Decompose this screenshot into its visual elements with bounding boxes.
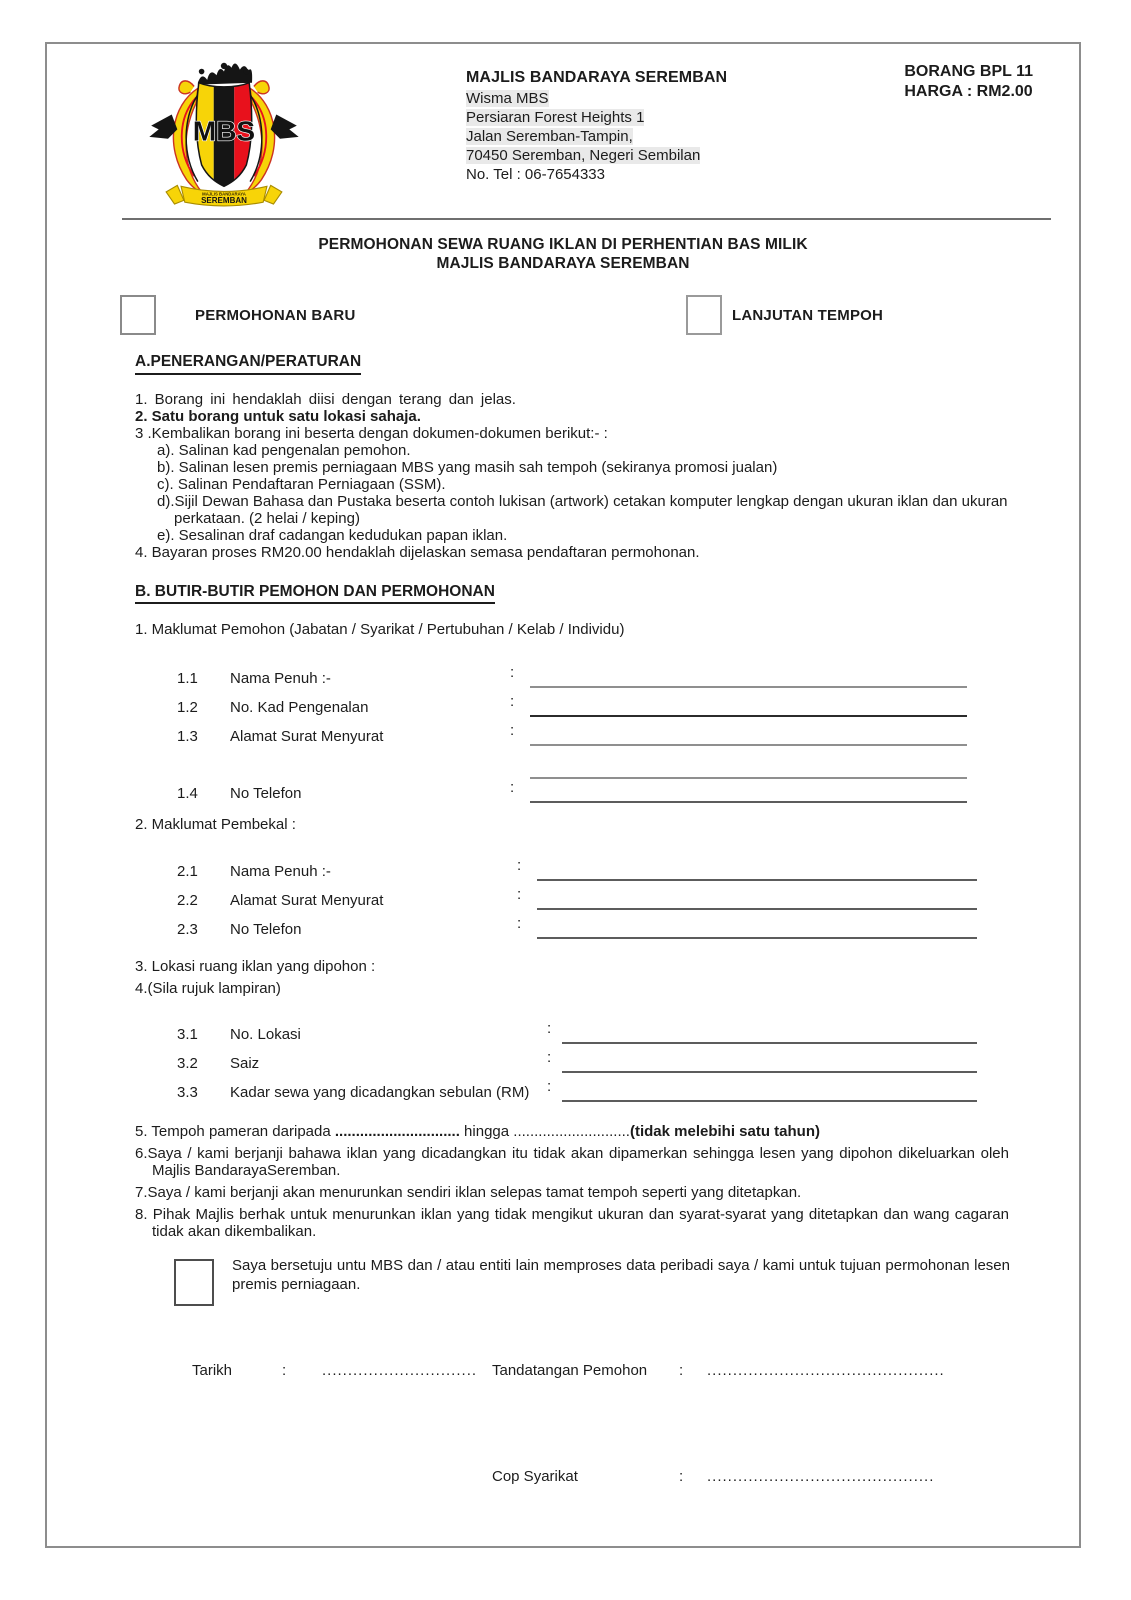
- row-label: No Telefon: [230, 921, 302, 939]
- term-8: 8. Pihak Majlis berhak untuk menurunkan iklan yang tidak mengikut ukuran dan syarat-syarat yang ditetapkan dan wang cagaran tidak akan dikembalikan.: [135, 1206, 1009, 1241]
- address-line: [466, 127, 727, 146]
- term-5-date-to-line[interactable]: ............................: [513, 1123, 630, 1141]
- group3-title-line2: 4.(Sila rujuk lampiran): [135, 980, 281, 998]
- alamat-continuation: [135, 761, 1009, 779]
- group2-rows: [135, 857, 1009, 944]
- stamp-label: Cop Syarikat: [492, 1468, 578, 1486]
- logo-abbr-text: MBS: [192, 115, 256, 147]
- term-6: 6.Saya / kami berjanji bahawa iklan yang dicadangkan itu tidak akan dipamerkan sehingga lesen yang dipohon dikeluarkan oleh Majlis BandarayaSeremban.: [135, 1145, 1009, 1180]
- rule-3b: b). Salinan lesen premis perniagaan MBS yang masih sah tempoh (sekiranya promosi jualan): [157, 458, 778, 476]
- row-label: Nama Penuh :-: [230, 670, 331, 688]
- form-row-kad-pengenalan: [135, 693, 1009, 722]
- address-line-text: Wisma MBS: [466, 90, 549, 108]
- section-b-heading: [135, 583, 1009, 605]
- term-5-prefix: 5. Tempoh pameran daripada: [135, 1123, 335, 1141]
- telefon-input-line[interactable]: [530, 781, 967, 803]
- form-content: [47, 293, 1079, 1490]
- phone-line: No. Tel : 06-7654333: [466, 166, 605, 184]
- consent-checkbox[interactable]: [174, 1259, 214, 1306]
- lanjutan-tempoh-checkbox[interactable]: [686, 295, 722, 335]
- pembekal-nama-input-line[interactable]: [537, 859, 977, 881]
- row-label: No. Lokasi: [230, 1026, 301, 1044]
- group1-title: 1. Maklumat Pemohon (Jabatan / Syarikat / Pertubuhan / Kelab / Individu): [135, 621, 625, 639]
- signature-input-line[interactable]: ..............................................: [707, 1362, 945, 1380]
- address-line-text: Persiaran Forest Heights 1: [466, 109, 645, 127]
- pembekal-telefon-input-line[interactable]: [537, 917, 977, 939]
- row-number: 3.3: [177, 1084, 198, 1102]
- rule-3a: a). Salinan kad pengenalan pemohon.: [157, 441, 411, 459]
- row-colon: :: [547, 1049, 552, 1067]
- row-number: 1.1: [177, 670, 198, 688]
- row-colon: :: [510, 722, 515, 740]
- row-label: Saiz: [230, 1055, 260, 1073]
- term-5-suffix: (tidak melebihi satu tahun): [629, 1123, 821, 1141]
- form-row-nama-penuh: [135, 664, 1009, 693]
- signature-row: [135, 1362, 1009, 1384]
- row-colon: :: [517, 915, 522, 933]
- row-colon: :: [547, 1020, 552, 1038]
- term-5: [135, 1123, 1009, 1140]
- section-a-rules: [135, 391, 1009, 561]
- permohonan-baru-checkbox[interactable]: [120, 295, 156, 335]
- row-number: 3.1: [177, 1026, 198, 1044]
- mbs-crest-icon: [140, 60, 308, 210]
- address-line-text: Jalan Seremban-Tampin,: [466, 128, 633, 146]
- term-5-middle: hingga: [459, 1123, 514, 1141]
- section-a-heading: [135, 353, 1009, 375]
- row-number: 2.1: [177, 863, 198, 881]
- group2-title: 2. Maklumat Pembekal :: [135, 816, 296, 834]
- row-number: 1.2: [177, 699, 198, 717]
- org-address-block: [466, 60, 727, 210]
- alamat-input-line[interactable]: [530, 724, 967, 746]
- form-row-pembekal-nama: [135, 857, 1009, 886]
- row-label: Kadar sewa yang dicadangkan sebulan (RM): [230, 1084, 530, 1102]
- signature-label: Tandatangan Pemohon: [492, 1362, 648, 1380]
- address-line: [466, 89, 727, 108]
- no-lokasi-input-line[interactable]: [562, 1022, 977, 1044]
- group3-title-line1: 3. Lokasi ruang iklan yang dipohon :: [135, 958, 376, 976]
- permohonan-baru-label: PERMOHONAN BARU: [195, 307, 356, 324]
- terms-list: [135, 1123, 1009, 1240]
- row-number: 3.2: [177, 1055, 198, 1073]
- alamat-input-line-2[interactable]: [530, 757, 967, 779]
- rule-2: 2. Satu borang untuk satu lokasi sahaja.: [135, 407, 421, 425]
- group3-rows: [135, 1020, 1009, 1107]
- date-label: Tarikh: [192, 1362, 233, 1380]
- consent-section: [135, 1256, 1009, 1316]
- rule-3c: c). Salinan Pendaftaran Perniagaan (SSM).: [157, 475, 446, 493]
- rule-3d: d).Sijil Dewan Bahasa dan Pustaka beserta contoh lukisan (artwork) cetakan komputer lengkap dengan ukuran iklan dan ukuran perkataan. (2 helai / keping): [157, 492, 1008, 527]
- row-number: 1.3: [177, 728, 198, 746]
- form-row-kadar-sewa: [135, 1078, 1009, 1107]
- row-label: Alamat Surat Menyurat: [230, 728, 384, 746]
- form-row-pembekal-alamat: [135, 886, 1009, 915]
- term-5-date-from-line[interactable]: ..............................: [334, 1123, 460, 1141]
- mbs-crest-logo: [140, 60, 308, 210]
- rule-3: 3 .Kembalikan borang ini beserta dengan dokumen-dokumen berikut:- :: [135, 424, 608, 442]
- form-title-line2: MAJLIS BANDARAYA SEREMBAN: [436, 255, 690, 272]
- form-price: HARGA : RM2.00: [904, 83, 1033, 100]
- form-code: BORANG BPL 11: [904, 63, 1033, 80]
- pembekal-alamat-input-line[interactable]: [537, 888, 977, 910]
- row-label: Alamat Surat Menyurat: [230, 892, 384, 910]
- consent-text: Saya bersetuju untu MBS dan / atau entiti lain memproses data peribadi saya / kami untuk tujuan permohonan lesen premis perniagaan.: [232, 1257, 1010, 1294]
- row-label: No. Kad Pengenalan: [230, 699, 369, 717]
- group1-rows: [135, 664, 1009, 808]
- rule-4: 4. Bayaran proses RM20.00 hendaklah dijelaskan semasa pendaftaran permohonan.: [135, 543, 700, 561]
- form-row-pembekal-telefon: [135, 915, 1009, 944]
- row-colon: :: [510, 664, 515, 682]
- header: [47, 44, 1079, 210]
- row-number: 2.3: [177, 921, 198, 939]
- address-line: [466, 108, 727, 127]
- form-code-block: [904, 60, 1033, 210]
- form-row-telefon: [135, 779, 1009, 808]
- kadar-sewa-input-line[interactable]: [562, 1080, 977, 1102]
- date-colon: :: [282, 1362, 287, 1380]
- form-title-line1: PERMOHONAN SEWA RUANG IKLAN DI PERHENTIAN BAS MILIK: [318, 236, 808, 253]
- logo-banner-text: SEREMBAN: [201, 196, 247, 206]
- form-page: [45, 42, 1081, 1548]
- stamp-colon: :: [679, 1468, 684, 1486]
- rule-1: 1. Borang ini hendaklah diisi dengan terang dan jelas.: [135, 390, 516, 408]
- form-row-alamat: [135, 722, 1009, 751]
- row-colon: :: [517, 857, 522, 875]
- lanjutan-tempoh-label: LANJUTAN TEMPOH: [732, 307, 884, 324]
- date-input-line[interactable]: ..............................: [322, 1362, 478, 1380]
- nama-penuh-input-line[interactable]: [530, 666, 967, 688]
- form-row-no-lokasi: [135, 1020, 1009, 1049]
- row-number: 1.4: [177, 785, 198, 803]
- stamp-input-line[interactable]: ............................................: [707, 1468, 935, 1486]
- row-number: 2.2: [177, 892, 198, 910]
- kad-pengenalan-input-line[interactable]: [530, 695, 967, 717]
- section-b-heading-text: B. BUTIR-BUTIR PEMOHON DAN PERMOHONAN: [135, 583, 495, 605]
- section-a-heading-text: A.PENERANGAN/PERATURAN: [135, 353, 361, 375]
- form-title: [47, 235, 1079, 273]
- address-line: [466, 146, 727, 165]
- org-name: MAJLIS BANDARAYA SEREMBAN: [466, 69, 728, 86]
- row-colon: :: [510, 693, 515, 711]
- company-stamp-row: [135, 1468, 1009, 1490]
- row-label: Nama Penuh :-: [230, 863, 331, 881]
- logo-banner-top-text: MAJLIS BANDARAYA: [202, 191, 246, 197]
- form-row-saiz: [135, 1049, 1009, 1078]
- row-colon: :: [547, 1078, 552, 1096]
- header-divider: [122, 218, 1051, 220]
- address-line-text: 70450 Seremban, Negeri Sembilan: [466, 147, 701, 165]
- row-colon: :: [517, 886, 522, 904]
- application-type-row: [135, 293, 1009, 339]
- term-7: 7.Saya / kami berjanji akan menurunkan sendiri iklan selepas tamat tempoh seperti yang ditetapkan.: [135, 1184, 802, 1202]
- saiz-input-line[interactable]: [562, 1051, 977, 1073]
- row-colon: :: [510, 779, 515, 797]
- rule-3e: e). Sesalinan draf cadangan kedudukan papan iklan.: [157, 526, 508, 544]
- row-label: No Telefon: [230, 785, 302, 803]
- signature-colon: :: [679, 1362, 684, 1380]
